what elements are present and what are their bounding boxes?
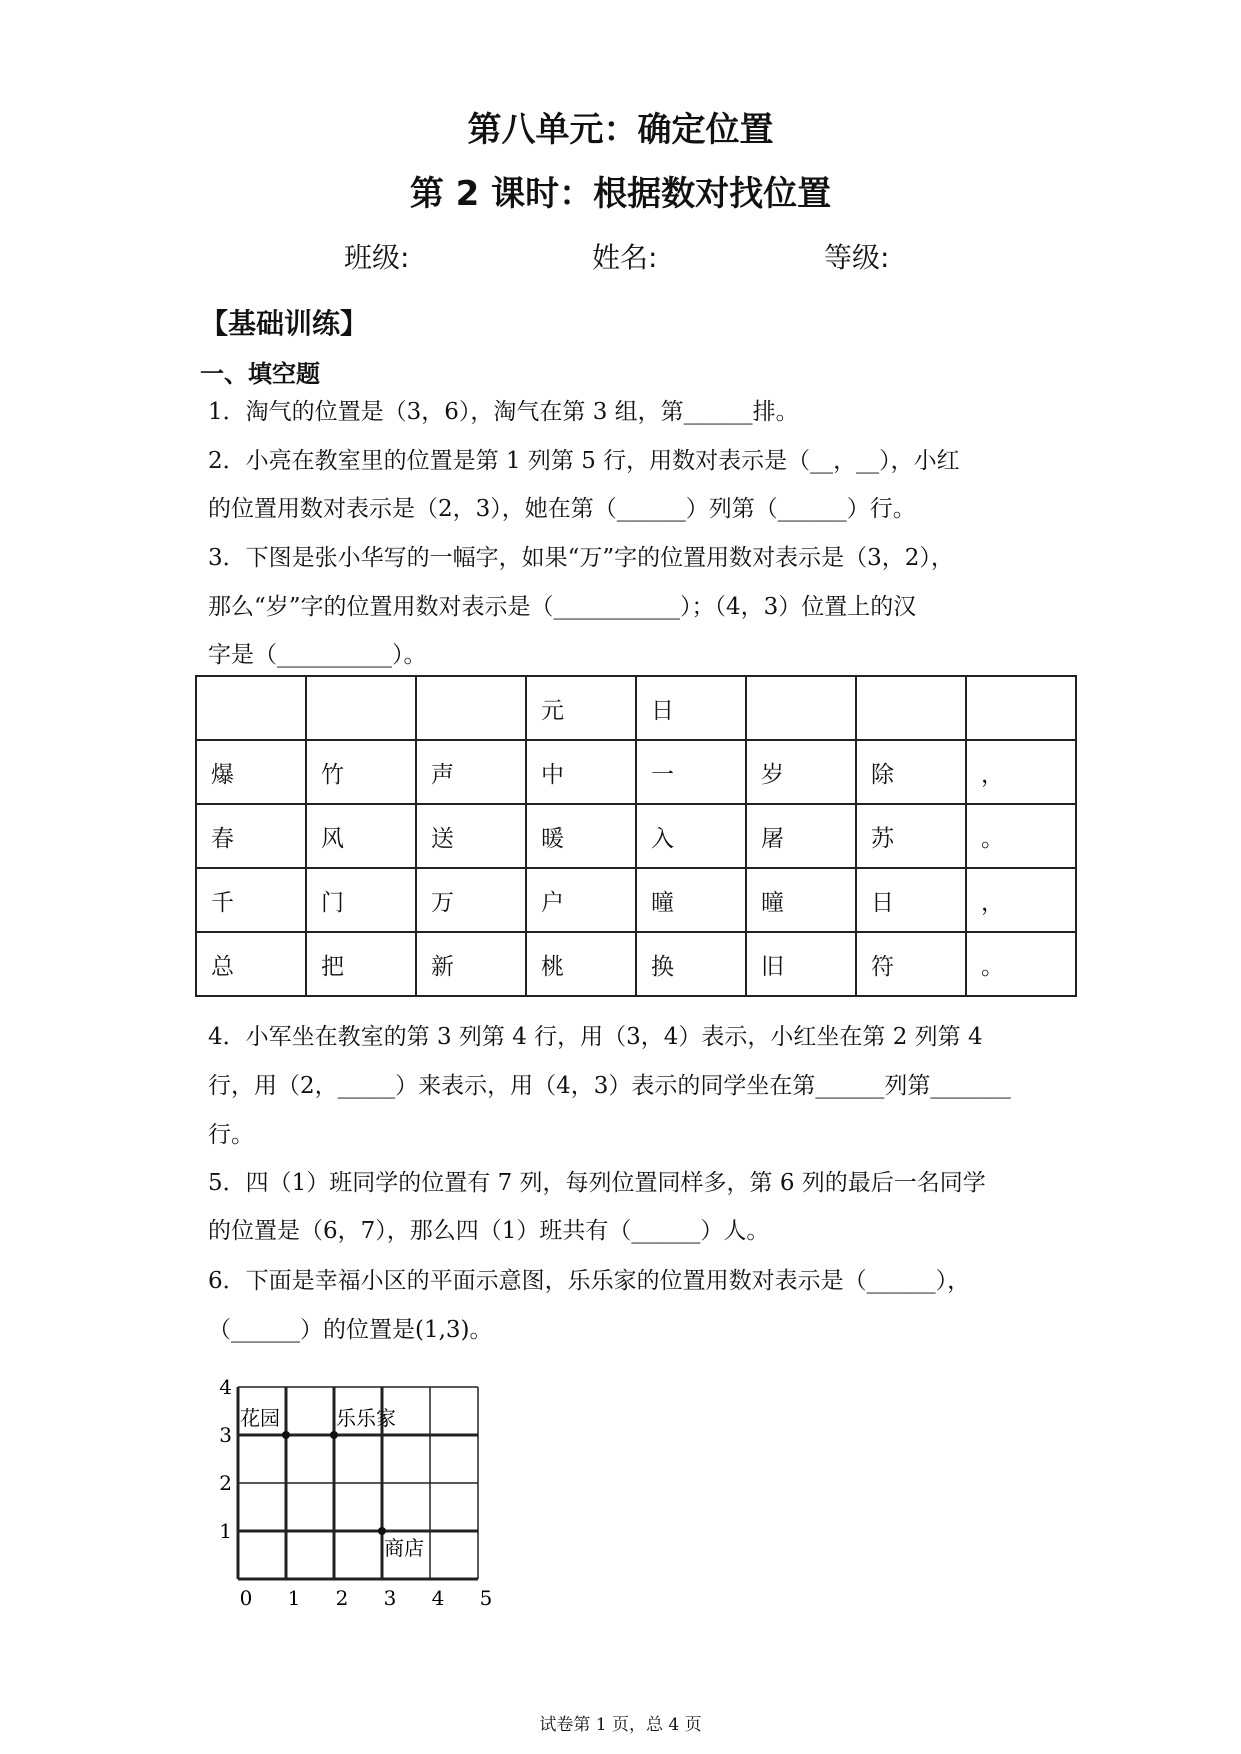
table-cell: 千	[196, 868, 306, 932]
table-cell: 春	[196, 804, 306, 868]
table-cell: 日	[856, 868, 966, 932]
table-cell	[746, 676, 856, 740]
unit-title: 第八单元：确定位置	[467, 110, 774, 150]
table-cell: 爆	[196, 740, 306, 804]
table-cell: 曈	[746, 868, 856, 932]
table-cell: 中	[526, 740, 636, 804]
community-map-chart	[205, 1360, 505, 1620]
question-5-line-2: 的位置是（6，7），那么四（1）班共有（______）人。	[208, 1218, 770, 1244]
map-point	[378, 1527, 386, 1535]
table-row	[196, 740, 1076, 804]
table-cell: 把	[306, 932, 416, 996]
table-cell: 万	[416, 868, 526, 932]
table-cell	[306, 676, 416, 740]
question-5-line-1: 5．四（1）班同学的位置有 7 列，每列位置同样多，第 6 列的最后一名同学	[208, 1170, 986, 1196]
question-6-line-1: 6．下面是幸福小区的平面示意图，乐乐家的位置用数对表示是（______），	[208, 1268, 971, 1294]
character-table	[195, 675, 1077, 997]
table-cell: 门	[306, 868, 416, 932]
table-cell: 岁	[746, 740, 856, 804]
question-3-line-3: 字是（__________）。	[208, 642, 427, 668]
map-point-label: 花园	[240, 1406, 280, 1430]
table-cell: 新	[416, 932, 526, 996]
table-cell	[416, 676, 526, 740]
map-point-label: 商店	[384, 1536, 424, 1560]
table-cell: 符	[856, 932, 966, 996]
table-cell: 送	[416, 804, 526, 868]
table-cell: 。	[966, 932, 1076, 996]
table-row	[196, 804, 1076, 868]
table-cell: ，	[966, 868, 1076, 932]
question-4-line-2: 行，用（2，_____）来表示，用（4，3）表示的同学坐在第______列第_______	[208, 1073, 1011, 1099]
table-cell: 屠	[746, 804, 856, 868]
table-cell: 声	[416, 740, 526, 804]
map-point	[330, 1431, 338, 1439]
question-2-line-1: 2．小亮在教室里的位置是第 1 列第 5 行，用数对表示是（__，__），小红	[208, 448, 960, 474]
page-footer: 试卷第 1 页，总 4 页	[539, 1715, 702, 1735]
table-cell: 日	[636, 676, 746, 740]
table-cell: 户	[526, 868, 636, 932]
table-cell: 除	[856, 740, 966, 804]
lesson-title: 第 2 课时：根据数对找位置	[409, 174, 832, 214]
table-cell: 曈	[636, 868, 746, 932]
y-tick-label: 2	[219, 1471, 232, 1495]
x-tick-label: 0	[239, 1586, 253, 1610]
table-cell: 一	[636, 740, 746, 804]
map-point	[282, 1431, 290, 1439]
table-cell: 苏	[856, 804, 966, 868]
question-3-line-1: 3．下图是张小华写的一幅字，如果“万”字的位置用数对表示是（3，2），	[208, 545, 954, 571]
table-cell: 。	[966, 804, 1076, 868]
class-label: 班级:	[344, 241, 410, 274]
table-row	[196, 676, 1076, 740]
table-cell: ，	[966, 740, 1076, 804]
table-cell: 元	[526, 676, 636, 740]
table-cell: 竹	[306, 740, 416, 804]
table-cell: 总	[196, 932, 306, 996]
x-tick-label: 4	[431, 1586, 445, 1610]
table-cell: 换	[636, 932, 746, 996]
grade-label: 等级:	[824, 241, 890, 274]
question-6-line-2: （______）的位置是(1,3)。	[208, 1317, 493, 1343]
question-2-line-2: 的位置用数对表示是（2，3），她在第（______）列第（______）行。	[208, 496, 916, 522]
x-tick-label: 3	[383, 1586, 397, 1610]
question-1-line-1: 1．淘气的位置是（3，6），淘气在第 3 组，第______排。	[208, 399, 799, 425]
section-training: 【基础训练】	[200, 307, 369, 340]
x-tick-label: 2	[335, 1586, 349, 1610]
table-cell	[856, 676, 966, 740]
table-row	[196, 868, 1076, 932]
table-row	[196, 932, 1076, 996]
question-4-line-3: 行。	[208, 1122, 254, 1148]
table-cell	[196, 676, 306, 740]
table-cell	[966, 676, 1076, 740]
x-tick-label: 1	[287, 1586, 301, 1610]
map-point-label: 乐乐家	[336, 1406, 396, 1430]
table-cell: 暖	[526, 804, 636, 868]
y-tick-label: 3	[219, 1423, 232, 1447]
question-4-line-1: 4．小军坐在教室的第 3 列第 4 行，用（3，4）表示，小红坐在第 2 列第 4	[208, 1024, 983, 1050]
name-label: 姓名:	[592, 241, 658, 274]
table-cell: 桃	[526, 932, 636, 996]
y-tick-label: 4	[219, 1375, 232, 1399]
question-3-line-2: 那么“岁”字的位置用数对表示是（___________）；（4，3）位置上的汉	[208, 594, 917, 620]
x-tick-label: 5	[479, 1586, 493, 1610]
table-cell: 入	[636, 804, 746, 868]
y-tick-label: 1	[219, 1519, 232, 1543]
table-cell: 旧	[746, 932, 856, 996]
section-fill-blank: 一、填空题	[200, 360, 320, 388]
table-cell: 风	[306, 804, 416, 868]
